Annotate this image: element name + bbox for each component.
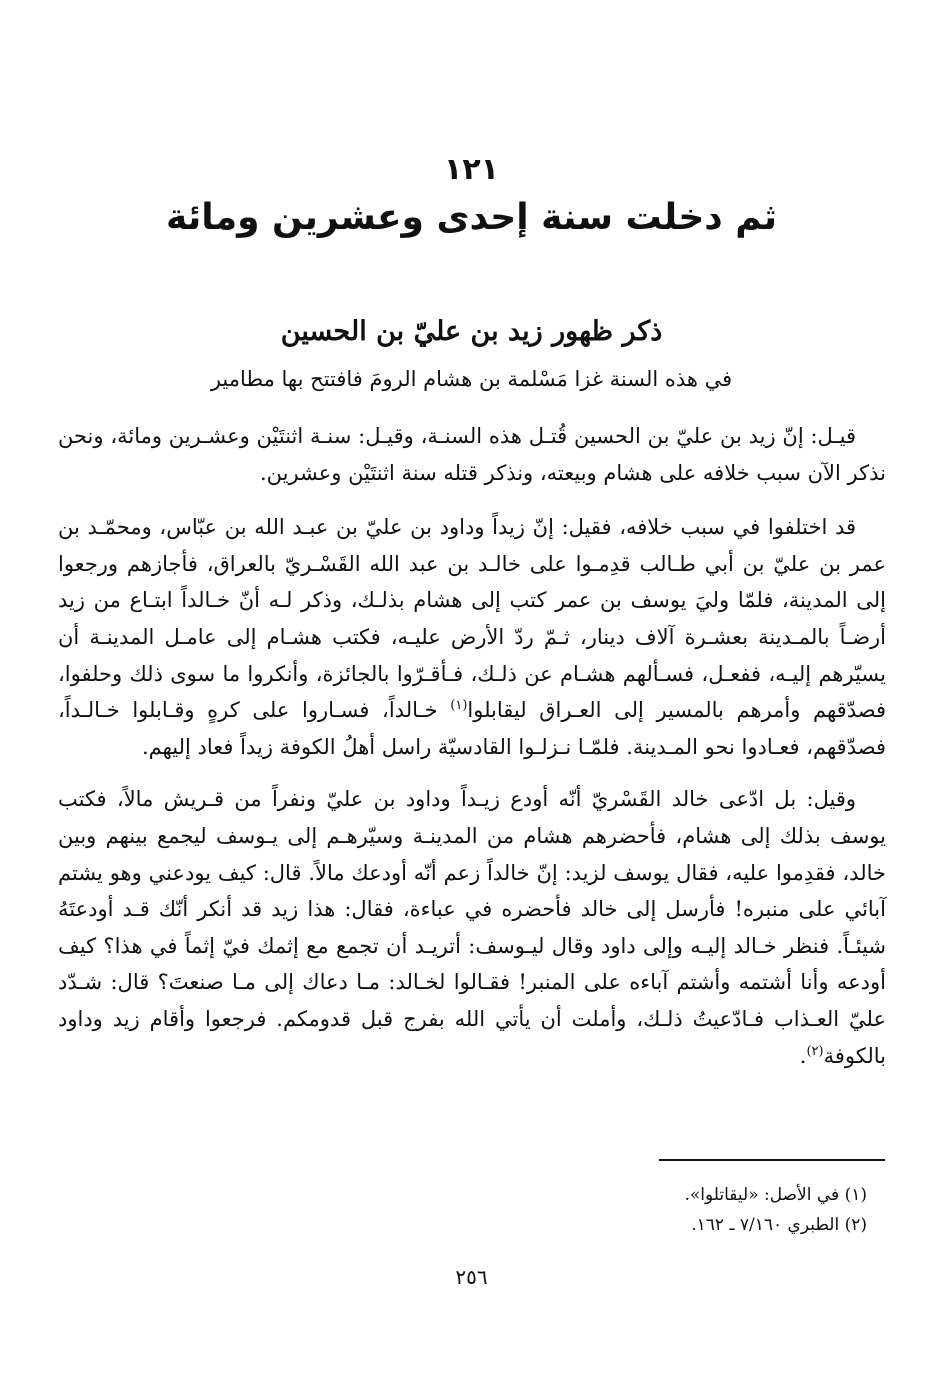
paragraph-3	[58, 781, 886, 1074]
section-subtitle: في هذه السنة غزا مَسْلمة بن هشام الرومَ فافتتح بها مطامير	[210, 367, 733, 391]
paragraph-2-continuation: خـالداً، فسـاروا على كرهٍ وقـابلوا خـالـداً، فصدّقهم، فعـادوا نحو المـدينة. فلمّـا نـزلـوا القادسيّة راسل أهلُ الكوفة زيداً فعاد إليهم.	[58, 698, 886, 759]
body-text	[58, 418, 886, 1074]
paragraph-3-end: .	[799, 1043, 807, 1068]
year-number: ١٢١	[444, 152, 499, 187]
section-title: ذكر ظهور زيد بن عليّ بن الحسين	[280, 316, 663, 347]
footnotes	[167, 1180, 867, 1240]
paragraph-2-text: قد اختلفوا في سبب خلافه، فقيل: إنّ زيداً وداود بن عليّ بن عبـد الله بن عبّاس، ومحمّـد بن عمر بن عليّ بن أبي طـالب قدِمـوا على خالـد بن عبد الله القَسْـريّ بالعراق، فأجازهم ورجعوا إلى المدينة، فلمّا وليَ يوسف بن عمر كتب إلى هشام بذلـك، وذكر لـه أنّ خـالداً ابتـاع من زيد أرضـاً بالمـدينة بعشـرة آلاف دينار، ثـمّ ردّ الأرض عليـه، فكتب هشـام إلى عامـل المدينـة أن يسيّرهم إليـه، ففعـل، فسـألهم هشـام عن ذلـك، فـأقـرّوا بالجائزة، وأنكروا ما سوى ذلك وحلفوا، فصدّقهم وأمرهم بالمسير إلى العـراق ليقابلوا	[58, 515, 886, 723]
footnote-2: (٢) الطبري ٧/١٦٠ ـ ١٦٢.	[691, 1215, 867, 1235]
chapter-title: ثم دخلت سنة إحدى وعشرين ومائة	[165, 197, 778, 238]
page-number: ٢٥٦	[455, 1265, 488, 1289]
footnote-ref-2: (٢)	[806, 1043, 824, 1059]
footnote-1: (١) في الأصل: «ليقاتلوا».	[684, 1185, 867, 1205]
paragraph-1: قيـل: إنّ زيد بن عليّ بن الحسين قُتـل هذه السنـة، وقيـل: سنـة اثنتَيْن وعشـرين ومائة، ونحن نذكر الآن سبب خلافه على هشام وبيعته، ونذكر قتله سنة اثنتَيْن وعشرين.	[58, 424, 886, 485]
paragraph-2	[58, 509, 886, 765]
paragraph-3-text: وقيل: بل ادّعى خالد القَسْريّ أنّه أودع زيـداً وداود بن عليّ ونفراً من قـريش مالاً، فكتب يوسف بذلك إلى هشام، فأحضرهم هشام من المدينـة وسيّرهـم إلى يـوسف ليجمع بينهم وبين خالد، فقدِموا عليه، فقال يوسف لزيد: إنّ خالداً زعم أنّه أودعك مالاً. قال: كيف يودعني وهو يشتم آبائي على منبره! فأرسل إلى خالد فأحضره في عباءة، فقال: هذا زيد قد أنكر أنّك قـد أودعتَهُ شيئـاً. فنظر خـالد إليـه وإلى داود وقال ليـوسف: أتريـد أن تجمع مع إثمك فيّ إثماً في هذا؟ كيف أودعه وأنا أشتمه وأشتم آباءه على المنبر! فقـالوا لخـالد: مـا دعاك إلى مـا صنعتَ؟ قال: شـدّد عليّ العـذاب فـادّعيتُ ذلـك، وأملت أن يأتي الله بفرج قبل قدومكم. فرجعوا وأقام زيد وداود بالكوفة	[58, 787, 887, 1068]
footnote-ref-1: (١)	[450, 698, 468, 714]
footnote-divider	[659, 1159, 885, 1161]
